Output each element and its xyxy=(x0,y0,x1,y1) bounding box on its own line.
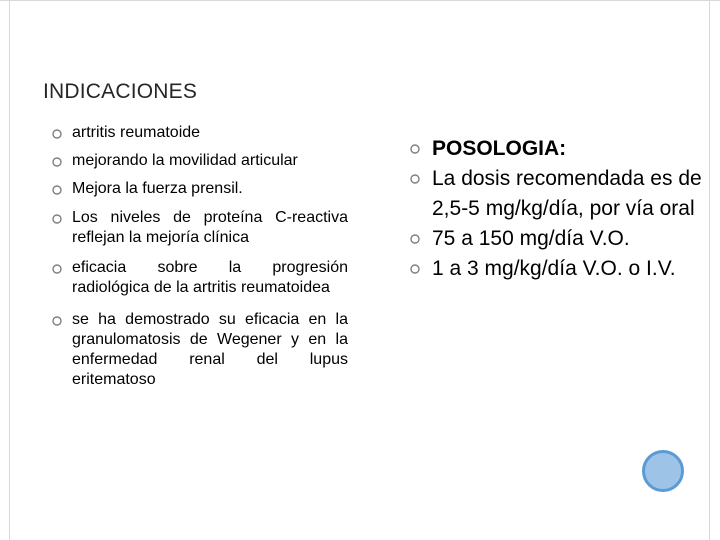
right-bullet-list xyxy=(410,134,716,284)
frame-line-top xyxy=(0,0,720,1)
bullet-circle-icon xyxy=(410,144,420,154)
list-item xyxy=(52,310,348,390)
list-item-text: se ha demostrado su eficacia en la granulomatosis de Wegener y en la enfermedad renal del lupus eritematoso xyxy=(72,311,348,388)
list-item-text: 75 a 150 mg/día V.O. xyxy=(432,227,630,250)
list-item xyxy=(52,123,348,143)
list-item xyxy=(52,258,348,298)
list-item xyxy=(52,208,348,248)
list-item xyxy=(410,254,716,284)
bullet-circle-icon xyxy=(52,185,62,195)
list-item-text: Mejora la fuerza prensil. xyxy=(72,180,243,197)
list-item-text: mejorando la movilidad articular xyxy=(72,152,298,169)
bullet-circle-icon xyxy=(410,174,420,184)
list-item xyxy=(410,224,716,254)
bullet-circle-icon xyxy=(52,214,62,224)
left-bullet-list xyxy=(52,123,348,390)
list-item xyxy=(410,134,716,164)
bullet-circle-icon xyxy=(410,264,420,274)
bullet-circle-icon xyxy=(52,129,62,139)
posology-heading: POSOLOGIA: xyxy=(432,137,567,160)
list-item-text: La dosis recomendada es de 2,5-5 mg/kg/día, por vía oral xyxy=(432,167,702,220)
list-item-text: artritis reumatoide xyxy=(72,124,201,141)
list-item xyxy=(52,179,348,199)
list-item xyxy=(52,151,348,171)
bullet-circle-icon xyxy=(52,264,62,274)
list-item-text: eficacia sobre la progresión radiológica de la artritis reumatoidea xyxy=(72,259,348,296)
frame-line-left xyxy=(9,0,10,540)
bullet-circle-icon xyxy=(52,157,62,167)
list-item-text: 1 a 3 mg/kg/día V.O. o I.V. xyxy=(432,257,676,280)
bullet-circle-icon xyxy=(52,316,62,326)
slide-title: INDICACIONES xyxy=(43,80,198,103)
list-item xyxy=(410,164,716,224)
list-item-text: Los niveles de proteína C-reactiva reflejan la mejoría clínica xyxy=(72,209,348,246)
bullet-circle-icon xyxy=(410,234,420,244)
accent-circle xyxy=(642,450,684,492)
